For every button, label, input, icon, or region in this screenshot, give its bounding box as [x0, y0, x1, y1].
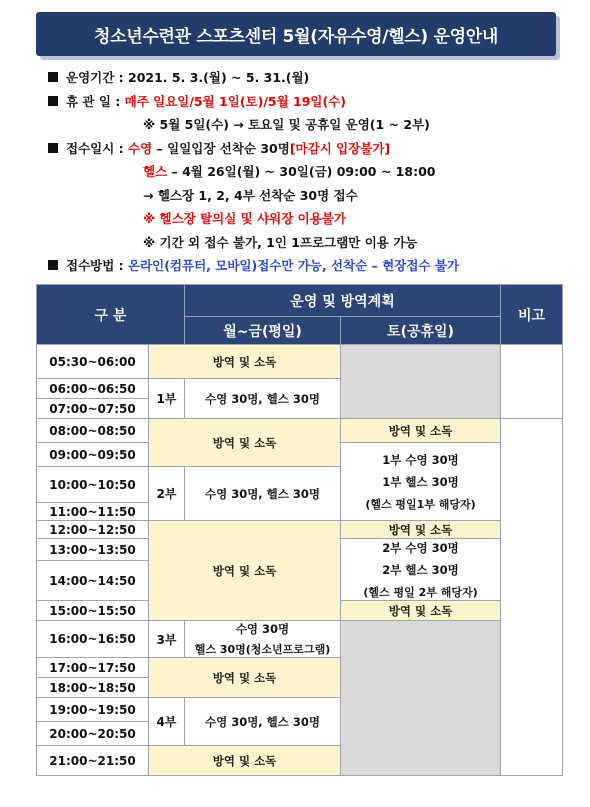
time-cell: 06:00~06:50 — [37, 379, 149, 399]
weekday-disinfect: 방역 및 소독 — [149, 746, 341, 776]
holiday-line: 휴 관 일 : 매주 일요일/5월 1일(토)/5월 19일(수) — [48, 90, 568, 114]
weekday-disinfect: 방역 및 소독 — [149, 345, 341, 379]
header-note: 비고 — [501, 285, 563, 345]
bullet-square-icon — [48, 143, 58, 153]
note-cell — [501, 345, 563, 419]
part-4: 4부 — [149, 698, 185, 746]
note-cell — [501, 419, 563, 776]
time-cell: 20:00~20:50 — [37, 722, 149, 746]
time-cell: 12:00~12:50 — [37, 521, 149, 539]
page-title: 청소년수련관 스포츠센터 5월(자유수영/헬스) 운영안내 — [36, 12, 556, 56]
schedule-table — [36, 284, 563, 776]
part-3: 3부 — [149, 621, 185, 658]
time-cell: 15:00~15:50 — [37, 601, 149, 621]
weekend-disinfect: 방역 및 소독 — [341, 601, 501, 621]
weekday-part-1: 수영 30명, 헬스 30명 — [185, 379, 341, 419]
time-cell: 14:00~14:50 — [37, 561, 149, 601]
time-cell: 10:00~10:50 — [37, 467, 149, 503]
weekend-closed — [341, 621, 501, 776]
header-plan: 운영 및 방역계획 — [185, 285, 501, 317]
weekday-disinfect: 방역 및 소독 — [149, 658, 341, 698]
bullet-square-icon — [48, 96, 58, 106]
info-section — [48, 66, 568, 278]
time-cell: 17:00~17:50 — [37, 658, 149, 678]
gym-note: → 헬스장 1, 2, 4부 선착순 30명 접수 — [143, 187, 358, 203]
table-row — [37, 419, 563, 443]
time-cell: 18:00~18:50 — [37, 678, 149, 698]
time-cell: 08:00~08:50 — [37, 419, 149, 443]
time-cell: 07:00~07:50 — [37, 399, 149, 419]
part-2: 2부 — [149, 467, 185, 521]
time-cell: 21:00~21:50 — [37, 746, 149, 776]
time-cell: 16:00~16:50 — [37, 621, 149, 658]
weekday-disinfect: 방역 및 소독 — [149, 419, 341, 467]
part-1: 1부 — [149, 379, 185, 419]
time-cell: 13:00~13:50 — [37, 539, 149, 561]
bullet-square-icon — [48, 72, 58, 82]
table-row — [37, 345, 563, 379]
weekend-disinfect: 방역 및 소독 — [341, 419, 501, 443]
gym-warning: ※ 헬스장 탈의실 및 샤워장 이용불가 — [143, 211, 346, 226]
weekend-disinfect: 방역 및 소독 — [341, 521, 501, 539]
time-cell: 09:00~09:50 — [37, 443, 149, 467]
weekend-part-1: 1부 수영 30명 1부 헬스 30명 (헬스 평일1부 해당자) — [341, 443, 501, 521]
bullet-square-icon — [48, 260, 58, 270]
weekday-part-2: 수영 30명, 헬스 30명 — [185, 467, 341, 521]
period-line: 운영기간 : 2021. 5. 3.(월) ~ 5. 31.(월) — [48, 66, 568, 90]
header-weekday: 월~금(평일) — [185, 317, 341, 345]
holiday-note: ※ 5월 5일(수) → 토요일 및 공휴일 운영(1 ~ 2부) — [143, 117, 430, 132]
weekday-part-4: 수영 30명, 헬스 30명 — [185, 698, 341, 746]
gym-reception-line: 헬스 – 4월 26일(월) ~ 30일(금) 09:00 ~ 18:00 — [143, 164, 436, 179]
header-division: 구 분 — [37, 285, 185, 345]
gym-note2: ※ 기간 외 접수 불가, 1인 1프로그램만 이용 가능 — [143, 234, 418, 250]
method-line: 접수방법 : 온라인(컴퓨터, 모바일)접수만 가능, 선착순 – 현장접수 불가 — [48, 254, 568, 278]
weekday-disinfect: 방역 및 소독 — [149, 521, 341, 621]
table-row — [37, 285, 563, 317]
time-cell: 19:00~19:50 — [37, 698, 149, 722]
table-row — [37, 521, 563, 539]
table-row — [37, 621, 563, 658]
time-cell: 11:00~11:50 — [37, 503, 149, 521]
weekend-closed — [341, 345, 501, 419]
weekend-part-2: 2부 수영 30명 2부 헬스 30명 (헬스 평일 2부 해당자) — [341, 539, 501, 601]
header-weekend: 토(공휴일) — [341, 317, 501, 345]
weekday-part-3: 수영 30명 헬스 30명(청소년프로그램) — [185, 621, 341, 658]
time-cell: 05:30~06:00 — [37, 345, 149, 379]
reception-line: 접수일시 : 수영 – 일일입장 선착순 30명[마감시 입장불가] — [48, 137, 568, 161]
